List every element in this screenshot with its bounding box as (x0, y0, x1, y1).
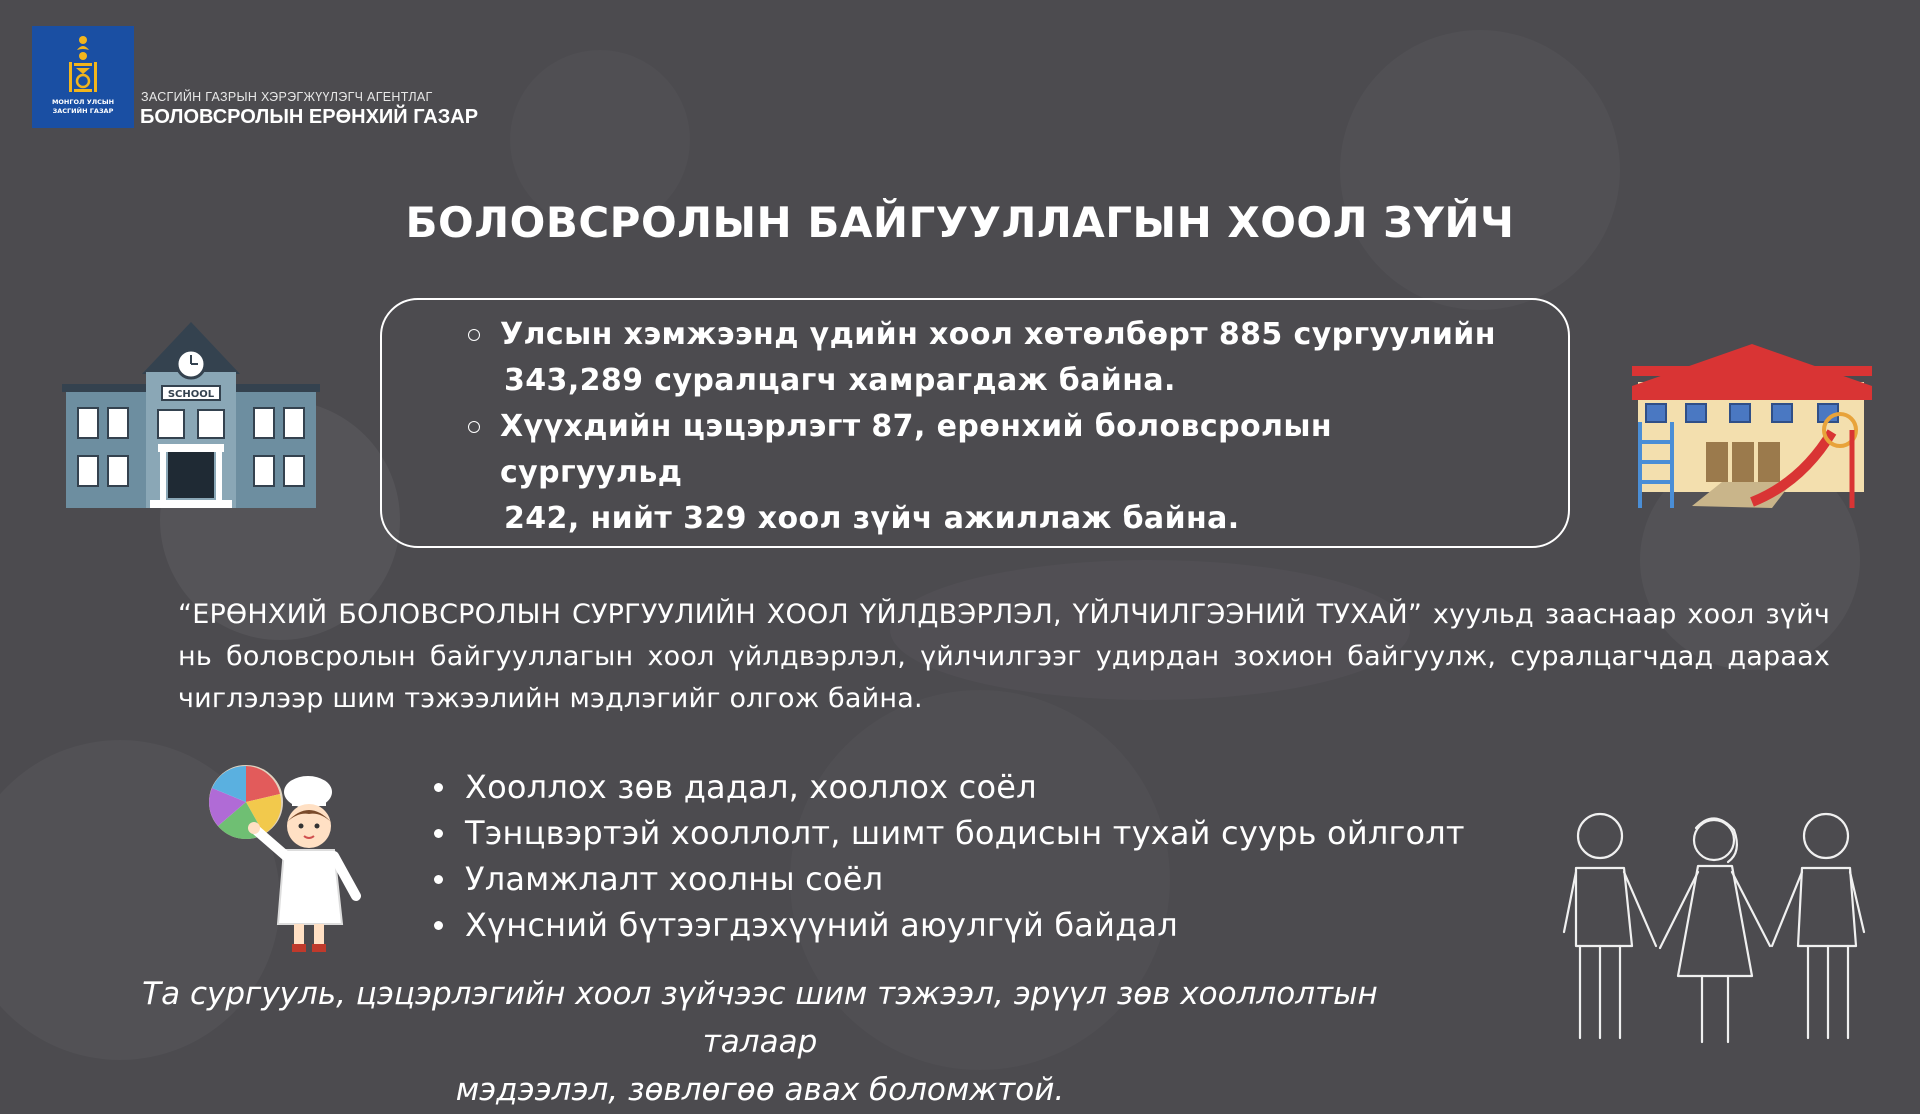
kindergarten-icon (1632, 342, 1872, 512)
logo-caption-line1: МОНГОЛ УЛСЫН (51, 98, 115, 106)
stats-item-schools (466, 312, 1516, 404)
children-holding-hands-icon (1556, 806, 1876, 1056)
topic-item: Хооллох зөв дадал, хооллох соёл (430, 764, 1465, 810)
org-name: БОЛОВСРОЛЫН ЕРӨНХИЙ ГАЗАР (140, 106, 479, 128)
topic-item: Тэнцвэртэй хооллолт, шимт бодисын тухай суурь ойлголт (430, 810, 1465, 856)
stats-item-schools-line2: 343,289 суралцагч хамрагдаж байна. (504, 363, 1176, 398)
stats-item-dietitians-line2: 242, нийт 329 хоол зүйч ажиллаж байна. (504, 501, 1240, 536)
topic-item: Хүнсний бүтээгдэхүүний аюулгүй байдал (430, 902, 1465, 948)
law-paragraph: “ЕРӨНХИЙ БОЛОВСРОЛЫН СУРГУУЛИЙН ХООЛ ҮЙЛДВЭРЛЭЛ, ҮЙЛЧИЛГЭЭНИЙ ТУХАЙ” хуульд зааснаар хоол зүйч нь боловсролын байгууллагын хоол үйлдвэрлэл, үйлчилгээг удирдан зохион байгуулж, суралцагчдад дараах чиглэлээр шим тэжээлийн мэдлэгийг олгож байна. (178, 599, 1830, 714)
page-title: БОЛОВСРОЛЫН БАЙГУУЛЛАГЫН ХООЛ ЗҮЙЧ (405, 198, 1515, 247)
stats-item-dietitians (466, 404, 1516, 542)
closing-line2: мэдээлэл, зөвлөгөө авах боломжтой. (455, 1072, 1065, 1108)
logo-caption-line2: ЗАСГИЙН ГАЗАР (52, 107, 114, 115)
closing-statement (140, 970, 1380, 1114)
stats-item-dietitians-line1: Хүүхдийн цэцэрлэгт 87, ерөнхий боловсролын сургуульд (500, 409, 1333, 490)
topic-item: Уламжлалт хоолны соёл (430, 856, 1465, 902)
stats-item-schools-line1: Улсын хэмжээнд үдийн хоол хөтөлбөрт 885 сургуулийн (500, 317, 1496, 352)
school-building-icon (62, 318, 320, 514)
closing-line1: Та сургууль, цэцэрлэгийн хоол зүйчээс шим тэжээл, эрүүл зөв хооллолтын талаар (142, 976, 1378, 1060)
stats-list (466, 312, 1516, 542)
org-subtitle: ЗАСГИЙН ГАЗРЫН ХЭРЭГЖҮҮЛЭГЧ АГЕНТЛАГ (141, 90, 433, 104)
government-logo (32, 26, 134, 128)
school-sign-text: SCHOOL (167, 389, 215, 400)
chef-with-food-plate-icon (208, 764, 364, 954)
topics-list (430, 764, 1465, 948)
